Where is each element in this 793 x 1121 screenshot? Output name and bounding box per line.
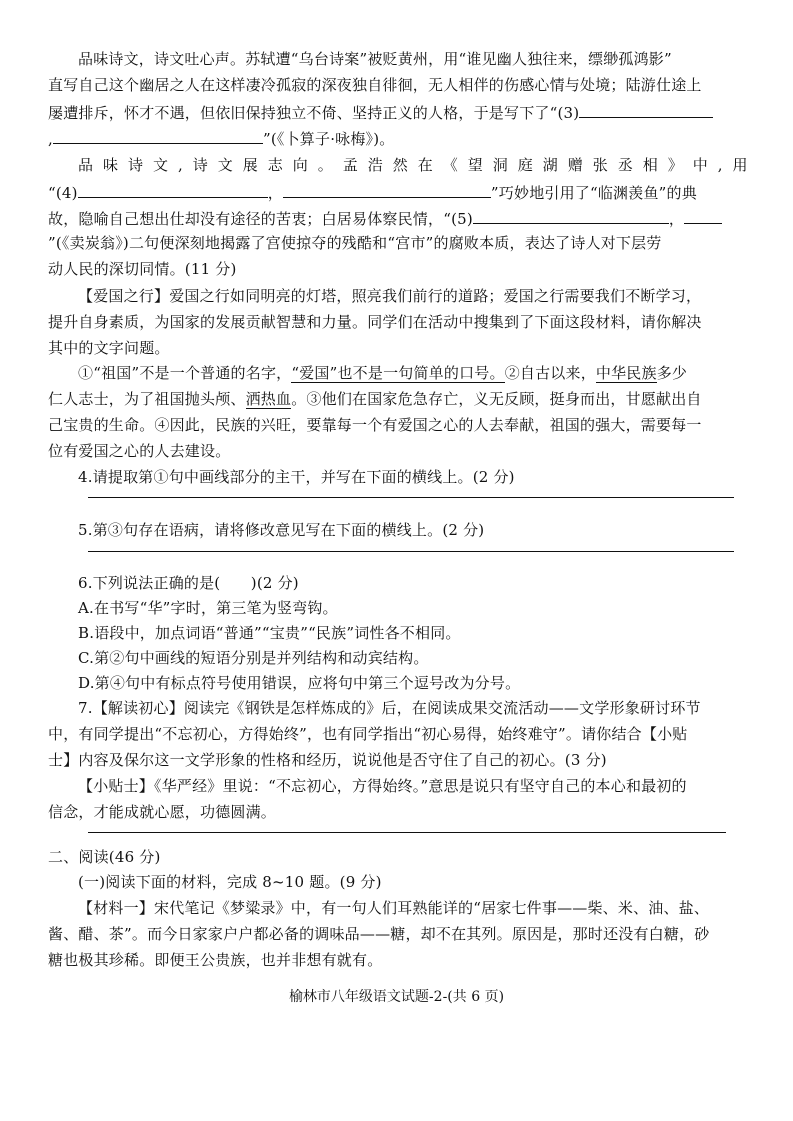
text-line: , ”(《卜算子·咏梅》)。	[48, 127, 748, 149]
text-line: 屡遭排斥，怀才不遇，但依旧保持独立不倚、坚持正义的人格，于是写下了“(3)	[48, 101, 748, 123]
justified-char: 》	[667, 156, 683, 174]
justified-char: 中	[692, 156, 708, 174]
text-line: 【爱国之行】爱国之行如同明亮的灯塔，照亮我们前行的道路；爱国之行需要我们不断学习，	[78, 287, 702, 305]
question-7-line: 士】内容及保尔这一文学形象的性格和经历，说说他是否守住了自己的初心。(3 分)	[48, 751, 607, 769]
question-4: 4.请提取第①句中画线部分的主干，并写在下面的横线上。(2 分)	[78, 468, 515, 486]
answer-blank-3a[interactable]	[579, 101, 713, 118]
justified-char: 赠	[567, 156, 583, 174]
text-line: 直写自己这个幽居之人在这样凄冷孤寂的深夜独自徘徊，无人相伴的伤感心情与处境；陆游仕途上	[48, 76, 702, 94]
justified-char: 品	[78, 156, 94, 174]
justified-char: 。	[317, 156, 333, 174]
justified-char: 望	[467, 156, 483, 174]
justified-char: 诗	[128, 156, 144, 174]
question-7-line: 中，有同学提出“不忘初心，方得始终”，也有同学指出“初心易得，始终难守”。请你结合【小贴	[48, 725, 688, 743]
answer-blank-4a[interactable]	[78, 181, 268, 198]
material-line: 糖也极其珍稀。即便王公贵族，也并非想有就有。	[48, 951, 383, 969]
justified-char: 在	[417, 156, 433, 174]
justified-char: 浩	[367, 156, 383, 174]
justified-char: 文	[153, 156, 169, 174]
justified-char: 然	[392, 156, 408, 174]
justified-char: ,	[178, 156, 183, 174]
justified-char: 文	[217, 156, 233, 174]
justified-char: 庭	[517, 156, 533, 174]
text-line: ”(《卖炭翁》)二句便深刻地揭露了宫使掠夺的残酷和“宫市”的腐败本质，表达了诗人对下层劳	[48, 234, 662, 252]
text-line: 品味诗文，诗文吐心声。苏轼遭“乌台诗案”被贬黄州，用“谁见幽人独往来，缥缈孤鸿影”	[78, 50, 672, 68]
option-a[interactable]: A.在书写“华”字时，第三笔为竖弯钩。	[78, 599, 338, 617]
text-line: 故，隐喻自己想出仕却没有途径的苦衷；白居易体察民情，“(5) ，	[48, 207, 748, 229]
material-line: 【材料一】宋代笔记《梦粱录》中，有一句人们耳熟能详的“居家七件事——柴、米、油、盐、	[78, 899, 710, 917]
page-footer: 榆林市八年级语文试题-2-(共 6 页)	[288, 989, 505, 1005]
answer-blank-5b[interactable]	[684, 207, 722, 224]
text-line: 提升自身素质，为国家的发展贡献智慧和力量。同学们在活动中搜集到了下面这段材料，请你解决	[48, 313, 702, 331]
underlined-phrase: 洒热血	[245, 390, 292, 408]
passage-line: 仁人志士，为了祖国抛头颅、洒热血。③他们在国家危急存亡，义无反顾，挺身而出，甘愿献出自	[48, 390, 702, 408]
answer-blank-5a[interactable]	[473, 207, 669, 224]
justified-char: 相	[642, 156, 658, 174]
tip-line: 【小贴士】《华严经》里说：“不忘初心，方得始终。”意思是说只有坚守自己的本心和最初的	[78, 777, 687, 795]
spread-container	[78, 155, 748, 175]
answer-blank-4b[interactable]	[283, 181, 491, 198]
text-line: 其中的文字问题。	[48, 339, 170, 357]
text-line: 动人民的深切同情。(11 分)	[48, 260, 237, 278]
justified-char: ,	[717, 156, 723, 174]
material-line: 酱、醋、茶”。而今日家家户户都必备的调味品——糖，却不在其列。原因是，那时还没有白糖，砂	[48, 925, 710, 943]
underlined-phrase: 中华民族	[595, 364, 657, 382]
justified-char: 味	[103, 156, 119, 174]
tip-line: 信念，才能成就心愿，功德圆满。	[48, 803, 277, 821]
answer-line-q4[interactable]	[88, 497, 734, 498]
passage-line: 己宝贵的生命。④因此，民族的兴旺，要靠每一个有爱国之心的人去奉献，祖国的强大，需要每一	[48, 416, 702, 434]
question-5: 5.第③句存在语病，请将修改意见写在下面的横线上。(2 分)	[78, 521, 485, 539]
justified-char: 《	[442, 156, 458, 174]
justified-char: 湖	[542, 156, 558, 174]
text-line-justified	[78, 155, 748, 175]
justified-char: 张	[592, 156, 608, 174]
justified-char: 展	[242, 156, 258, 174]
question-7: 7.【解读初心】阅读完《钢铁是怎样炼成的》后，在阅读成果交流活动——文学形象研讨环节	[78, 699, 701, 717]
section-title: 二、阅读(46 分)	[48, 848, 161, 866]
option-c[interactable]: C.第②句中画线的短语分别是并列结构和动宾结构。	[78, 649, 429, 667]
justified-char: 丞	[617, 156, 633, 174]
justified-char: 志	[267, 156, 283, 174]
passage-line: ①“祖国”不是一个普通的名字，“爱国”也不是一句简单的口号。②自古以来，中华民族多少	[78, 364, 688, 382]
passage-line: 位有爱国之心的人去建设。	[48, 442, 231, 460]
justified-char: 诗	[192, 156, 208, 174]
option-b[interactable]: B.语段中，加点词语“普通”“宝贵”“民族”词性各不相同。	[78, 624, 461, 642]
justified-char: 向	[292, 156, 308, 174]
answer-line-q5[interactable]	[88, 551, 734, 552]
underlined-phrase: “爱国”也不是一句简单的口号。	[291, 364, 505, 382]
section-subtitle: (一)阅读下面的材料，完成 8~10 题。(9 分)	[78, 873, 382, 891]
justified-char: 用	[732, 156, 748, 174]
text-line: “(4) ， ”巧妙地引用了“临渊羡鱼”的典	[48, 181, 748, 203]
justified-char: 洞	[492, 156, 508, 174]
option-d[interactable]: D.第④句中有标点符号使用错误，应将句中第三个逗号改为分号。	[78, 674, 521, 692]
answer-line-q7[interactable]	[88, 832, 726, 833]
justified-char: 孟	[342, 156, 358, 174]
answer-blank-3b[interactable]	[53, 127, 263, 144]
question-6: 6.下列说法正确的是( )(2 分)	[78, 574, 299, 592]
